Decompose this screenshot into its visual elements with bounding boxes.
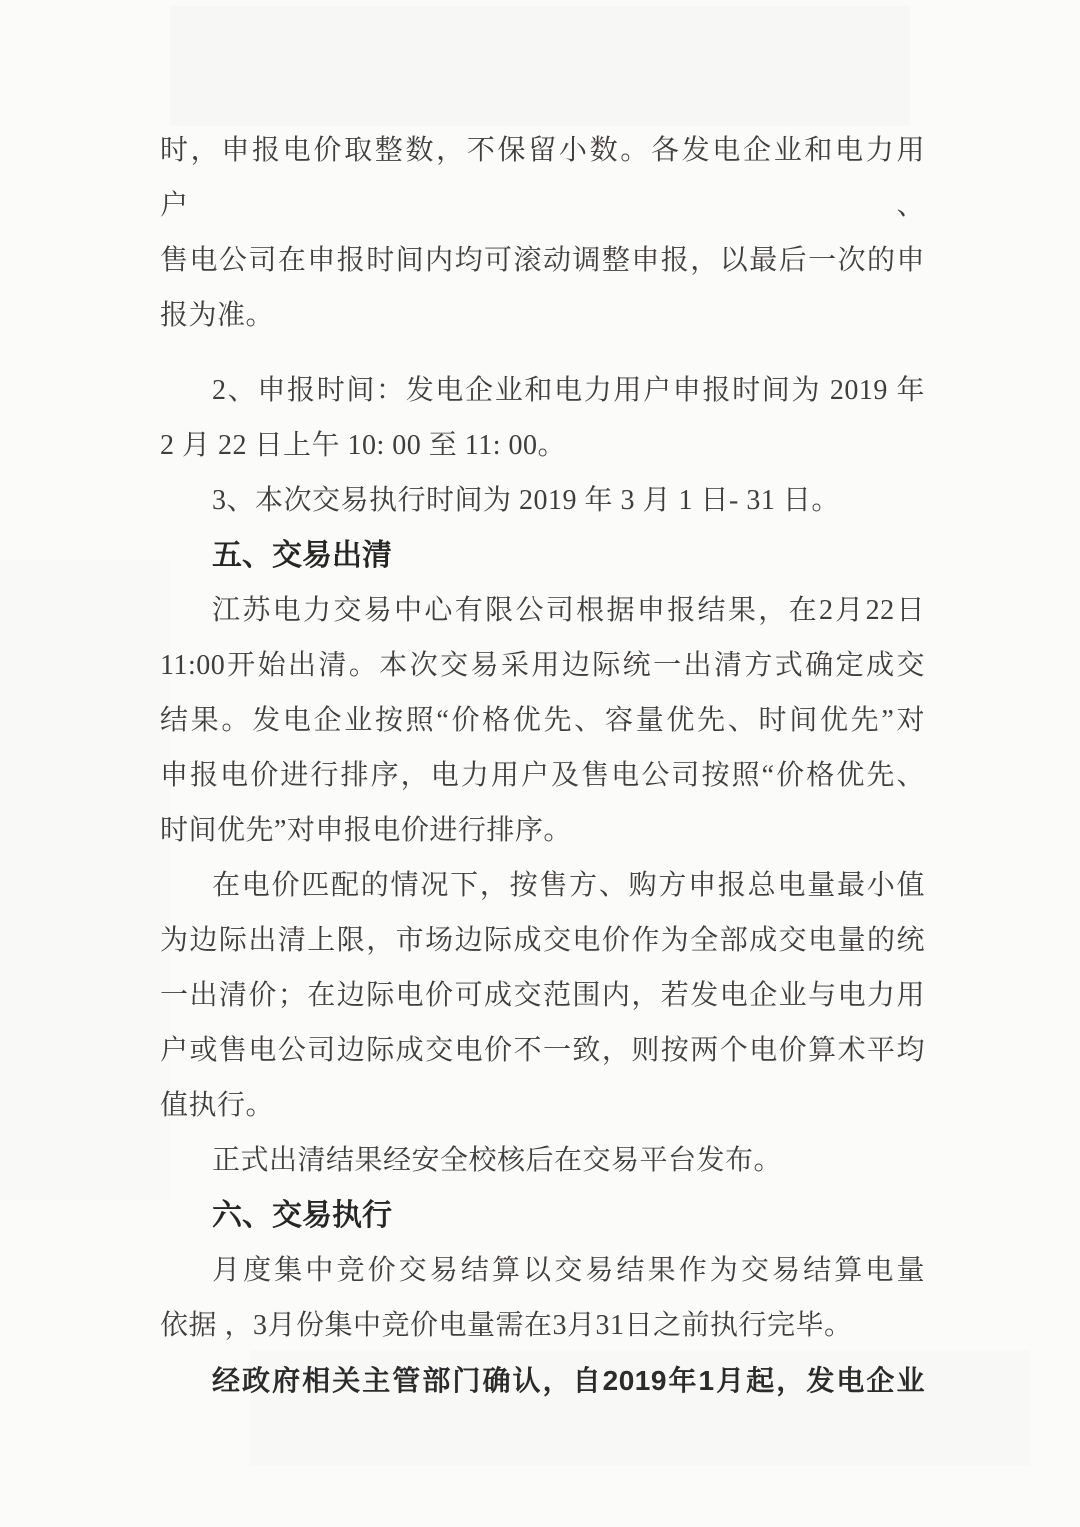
text-line: 月度集中竞价交易结算以交易结果作为交易结算电量 [212,1255,925,1286]
scan-artifact [0,560,170,1200]
section-heading-5: 五、交易出清 [212,539,392,572]
text-line: 依据 ，3月份集中竞价电量需在3月31日之前执行完毕。 [160,1310,853,1341]
text-line: 户或售电公司边际成交电价不一致，则按两个电价算术平均 [160,1035,925,1066]
bold-statement-line: 经政府相关主管部门确认，自2019年1月起，发电企业 [212,1365,925,1396]
text-line: 11:00开始出清。本次交易采用边际统一出清方式确定成交 [160,650,925,681]
text-line: 时，申报电价取整数，不保留小数。各发电企业和电力用户、 [160,135,925,221]
text-line: 在电价匹配的情况下，按售方、购方申报总电量最小值 [212,870,925,901]
text-column [160,123,925,1408]
text-line: 正式出清结果经安全校核后在交易平台发布。 [212,1145,783,1176]
text-line: 为边际出清上限，市场边际成交电价作为全部成交电量的统 [160,925,925,956]
text-line: 值执行。 [160,1090,275,1121]
text-line: 江苏电力交易中心有限公司根据申报结果，在2月22日 [212,595,925,626]
scan-artifact [170,6,910,126]
text-line: 结果。发电企业按照“价格优先、容量优先、时间优先”对 [160,705,925,736]
text-line: 售电公司在申报时间内均可滚动调整申报，以最后一次的申 [160,245,925,276]
text-line: 申报电价进行排序，电力用户及售电公司按照“价格优先、 [160,760,925,791]
text-line: 时间优先”对申报电价进行排序。 [160,815,572,846]
section-heading-6: 六、交易执行 [212,1199,392,1232]
text-line: 2 月 22 日上午 10: 00 至 11: 00。 [160,430,567,461]
text-line: 3、本次交易执行时间为 2019 年 3 月 1 日- 31 日。 [212,485,840,516]
text-line: 一出清价；在边际电价可成交范围内，若发电企业与电力用 [160,980,925,1011]
text-line: 报为准。 [160,300,275,331]
text-line: 2、申报时间：发电企业和电力用户申报时间为 2019 年 [212,375,925,406]
